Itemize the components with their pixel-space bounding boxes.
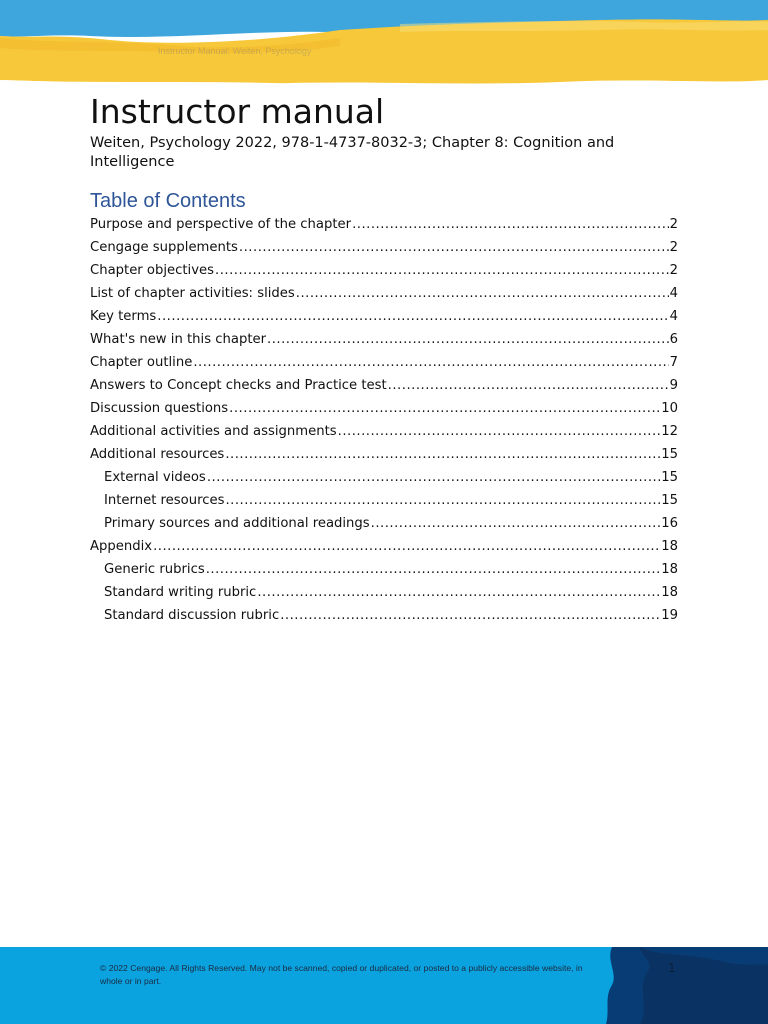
toc-entry-label: Additional resources bbox=[90, 447, 225, 462]
toc-entry[interactable] bbox=[90, 604, 678, 627]
header-brush-graphic bbox=[0, 0, 768, 88]
document-subtitle: Weiten, Psychology 2022, 978-1-4737-8032-3; Chapter 8: Cognition and Intelligence bbox=[90, 135, 615, 170]
toc-entry-label: Chapter outline bbox=[90, 355, 193, 370]
toc-dot-leader bbox=[215, 259, 669, 282]
toc-entry-page: 12 bbox=[661, 424, 678, 439]
toc-dot-leader bbox=[207, 466, 660, 489]
toc-entry[interactable] bbox=[90, 236, 678, 259]
toc-entry-label: Discussion questions bbox=[90, 401, 229, 416]
toc-entry[interactable] bbox=[90, 328, 678, 351]
toc-entry[interactable] bbox=[90, 466, 678, 489]
toc-entry[interactable] bbox=[90, 305, 678, 328]
toc-entry[interactable] bbox=[90, 581, 678, 604]
footer-banner bbox=[0, 947, 768, 1024]
toc-entry[interactable] bbox=[90, 420, 678, 443]
toc-dot-leader bbox=[225, 443, 660, 466]
toc-entry-label: Answers to Concept checks and Practice test bbox=[90, 378, 387, 393]
toc-dot-leader bbox=[193, 351, 668, 374]
toc-entry-page: 7 bbox=[669, 355, 678, 370]
toc-entry[interactable] bbox=[90, 443, 678, 466]
toc-entry[interactable] bbox=[90, 259, 678, 282]
toc-dot-leader bbox=[280, 604, 660, 627]
toc-entry-page: 15 bbox=[661, 493, 678, 508]
copyright-notice: © 2022 Cengage. All Rights Reserved. May not be scanned, copied or duplicated, or posted to a publicly accessible website, in whole or in part. bbox=[100, 963, 583, 986]
toc-dot-leader bbox=[388, 374, 669, 397]
toc-entry-label: Internet resources bbox=[104, 493, 225, 508]
toc-entry-label: What's new in this chapter bbox=[90, 332, 267, 347]
toc-entry[interactable] bbox=[90, 558, 678, 581]
toc-entry[interactable] bbox=[90, 512, 678, 535]
toc-dot-leader bbox=[229, 397, 660, 420]
toc-entry-page: 19 bbox=[661, 608, 678, 623]
toc-entry[interactable] bbox=[90, 397, 678, 420]
toc-dot-leader bbox=[352, 213, 669, 236]
toc-dot-leader bbox=[371, 512, 661, 535]
running-head: Instructor Manual: Weiten, Psychology bbox=[158, 46, 312, 56]
header-banner bbox=[0, 0, 768, 88]
toc-entry[interactable] bbox=[90, 213, 678, 236]
table-of-contents bbox=[90, 213, 678, 627]
toc-entry-page: 15 bbox=[661, 447, 678, 462]
toc-dot-leader bbox=[257, 581, 660, 604]
page-number: 1 bbox=[668, 961, 676, 975]
toc-entry-label: Purpose and perspective of the chapter bbox=[90, 217, 352, 232]
toc-entry-label: Generic rubrics bbox=[104, 562, 205, 577]
document-title: Instructor manual bbox=[90, 92, 385, 131]
toc-entry-page: 2 bbox=[669, 263, 678, 278]
toc-dot-leader bbox=[206, 558, 661, 581]
toc-entry-label: Chapter objectives bbox=[90, 263, 215, 278]
toc-entry-label: Additional activities and assignments bbox=[90, 424, 337, 439]
toc-entry-page: 2 bbox=[669, 217, 678, 232]
toc-entry-page: 4 bbox=[669, 286, 678, 301]
toc-entry-page: 18 bbox=[661, 539, 678, 554]
toc-dot-leader bbox=[153, 535, 660, 558]
toc-dot-leader bbox=[239, 236, 669, 259]
toc-entry-label: Cengage supplements bbox=[90, 240, 238, 255]
toc-entry[interactable] bbox=[90, 351, 678, 374]
toc-entry-page: 10 bbox=[661, 401, 678, 416]
toc-entry-page: 18 bbox=[661, 562, 678, 577]
toc-dot-leader bbox=[296, 282, 669, 305]
toc-entry-page: 6 bbox=[669, 332, 678, 347]
toc-entry-label: Primary sources and additional readings bbox=[104, 516, 370, 531]
toc-entry[interactable] bbox=[90, 489, 678, 512]
toc-entry-label: External videos bbox=[104, 470, 206, 485]
toc-entry-page: 18 bbox=[661, 585, 678, 600]
toc-entry-label: Key terms bbox=[90, 309, 157, 324]
toc-entry-label: Appendix bbox=[90, 539, 153, 554]
toc-entry-label: List of chapter activities: slides bbox=[90, 286, 295, 301]
toc-entry-page: 9 bbox=[669, 378, 678, 393]
toc-dot-leader bbox=[225, 489, 660, 512]
toc-entry-page: 16 bbox=[661, 516, 678, 531]
toc-entry[interactable] bbox=[90, 374, 678, 397]
toc-dot-leader bbox=[338, 420, 661, 443]
toc-heading: Table of Contents bbox=[90, 190, 246, 212]
toc-entry-page: 2 bbox=[669, 240, 678, 255]
toc-entry-page: 15 bbox=[661, 470, 678, 485]
toc-entry[interactable] bbox=[90, 535, 678, 558]
toc-dot-leader bbox=[157, 305, 668, 328]
toc-entry-page: 4 bbox=[669, 309, 678, 324]
toc-entry[interactable] bbox=[90, 282, 678, 305]
toc-entry-label: Standard discussion rubric bbox=[104, 608, 280, 623]
toc-entry-label: Standard writing rubric bbox=[104, 585, 257, 600]
toc-dot-leader bbox=[267, 328, 669, 351]
